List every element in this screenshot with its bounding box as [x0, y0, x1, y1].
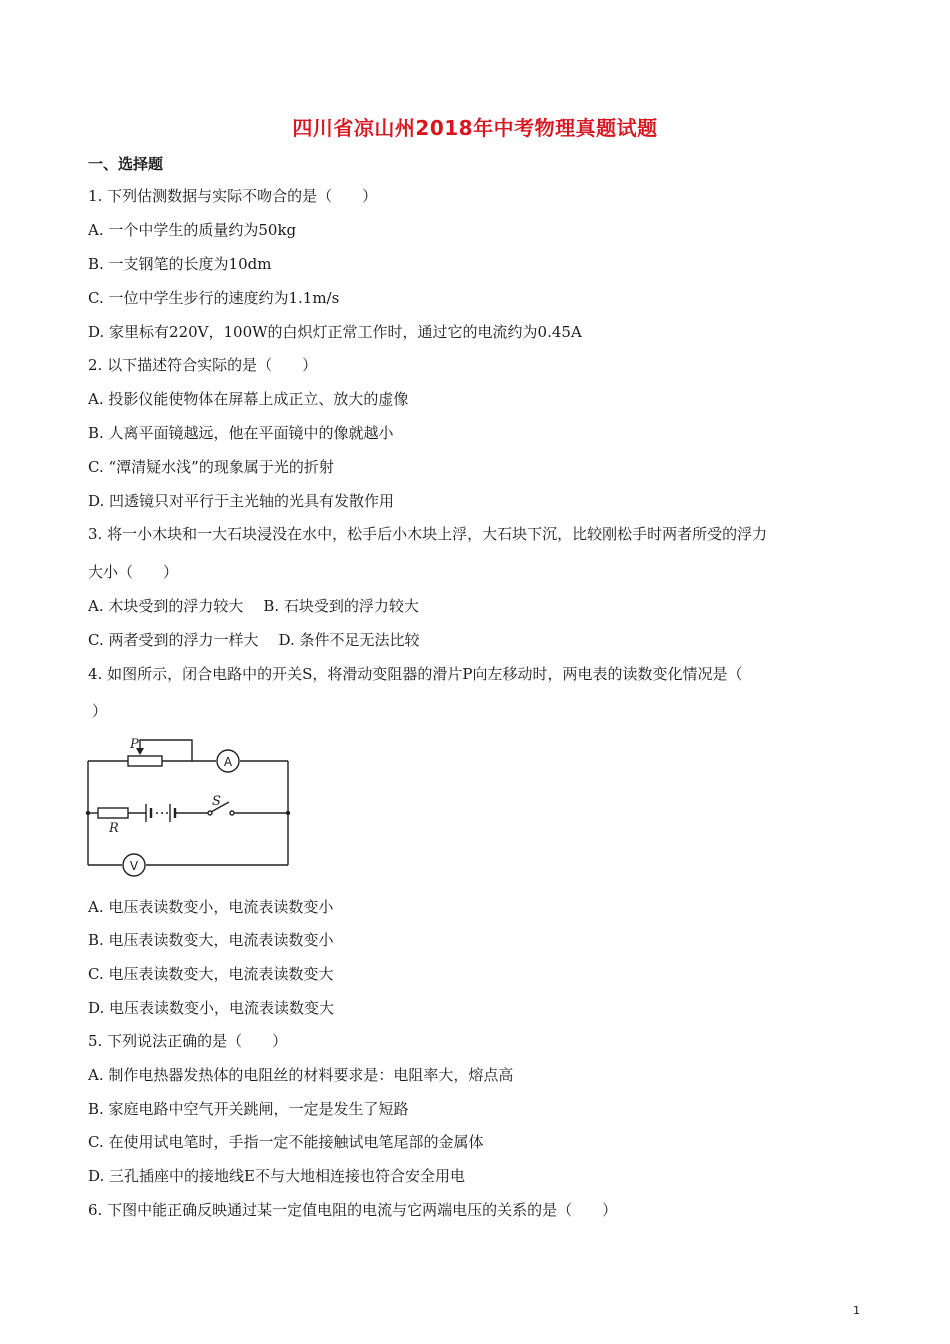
q2-option-a: A. 投影仪能使物体在屏幕上成正立、放大的虚像: [88, 390, 409, 408]
rheostat: [128, 756, 162, 766]
switch-contact: [230, 811, 234, 815]
q4-stem-line1: 4. 如图所示，闭合电路中的开关S，将滑动变阻器的滑片P向左移动时，两电表的读数变化情况是（: [88, 665, 743, 683]
q5-option-b: B. 家庭电路中空气开关跳闸，一定是发生了短路: [88, 1100, 409, 1118]
q3-stem-line1: 3. 将一小木块和一大石块浸没在水中，松手后小木块上浮，大石块下沉，比较刚松手时两者所受的浮力: [88, 525, 768, 543]
q4-option-c: C. 电压表读数变大，电流表读数变大: [88, 965, 334, 983]
q4-stem-line2: ）: [92, 702, 108, 720]
q3-options-row2: [88, 630, 420, 650]
resistor: [98, 808, 128, 818]
junction-right: [286, 811, 290, 815]
label-r: R: [109, 821, 119, 836]
q3-options-row1: [88, 596, 419, 616]
q3-stem-line2: 大小（ ）: [88, 563, 179, 581]
circuit-svg: [84, 728, 304, 886]
q3-option-c: C. 两者受到的浮力一样大: [88, 631, 259, 649]
q1-option-d: D. 家里标有220V，100W的白炽灯正常工作时，通过它的电流约为0.45A: [88, 323, 582, 341]
document-title: 四川省凉山州2018年中考物理真题试题: [292, 116, 658, 140]
q5-option-c: C. 在使用试电笔时，手指一定不能接触试电笔尾部的金属体: [88, 1133, 484, 1151]
label-a: A: [223, 755, 233, 769]
label-v: V: [129, 859, 139, 873]
q4-option-d: D. 电压表读数变小，电流表读数变大: [88, 999, 335, 1017]
junction-left: [86, 811, 90, 815]
q1-option-b: B. 一支钢笔的长度为10dm: [88, 255, 272, 273]
q3-option-b: B. 石块受到的浮力较大: [263, 597, 419, 615]
q4-option-a: A. 电压表读数变小，电流表读数变小: [88, 898, 334, 916]
q2-option-d: D. 凹透镜只对平行于主光轴的光具有发散作用: [88, 492, 395, 510]
q3-option-d: D. 条件不足无法比较: [278, 631, 420, 649]
q6-stem: 6. 下图中能正确反映通过某一定值电阻的电流与它两端电压的关系的是（ ）: [88, 1201, 618, 1219]
q2-option-c: C. “潭清疑水浅”的现象属于光的折射: [88, 458, 334, 476]
slider-wire: [140, 740, 192, 761]
q5-option-d: D. 三孔插座中的接地线E不与大地相连接也符合安全用电: [88, 1167, 465, 1185]
q2-option-b: B. 人离平面镜越远，他在平面镜中的像就越小: [88, 424, 394, 442]
label-p: P: [130, 737, 139, 752]
q1-option-c: C. 一位中学生步行的速度约为1.1m/s: [88, 289, 340, 307]
label-s: S: [212, 794, 221, 809]
q4-option-b: B. 电压表读数变大，电流表读数变小: [88, 931, 334, 949]
q1-option-a: A. 一个中学生的质量约为50kg: [88, 221, 297, 239]
q2-stem: 2. 以下描述符合实际的是（ ）: [88, 356, 318, 374]
q5-option-a: A. 制作电热器发热体的电阻丝的材料要求是：电阻率大，熔点高: [88, 1066, 514, 1084]
circuit-diagram: [84, 728, 304, 890]
page-number: 1: [853, 1304, 860, 1317]
q1-stem: 1. 下列估测数据与实际不吻合的是（ ）: [88, 187, 378, 205]
section-heading: 一、选择题: [88, 155, 164, 173]
q3-option-a: A. 木块受到的浮力较大: [88, 597, 244, 615]
q5-stem: 5. 下列说法正确的是（ ）: [88, 1032, 288, 1050]
